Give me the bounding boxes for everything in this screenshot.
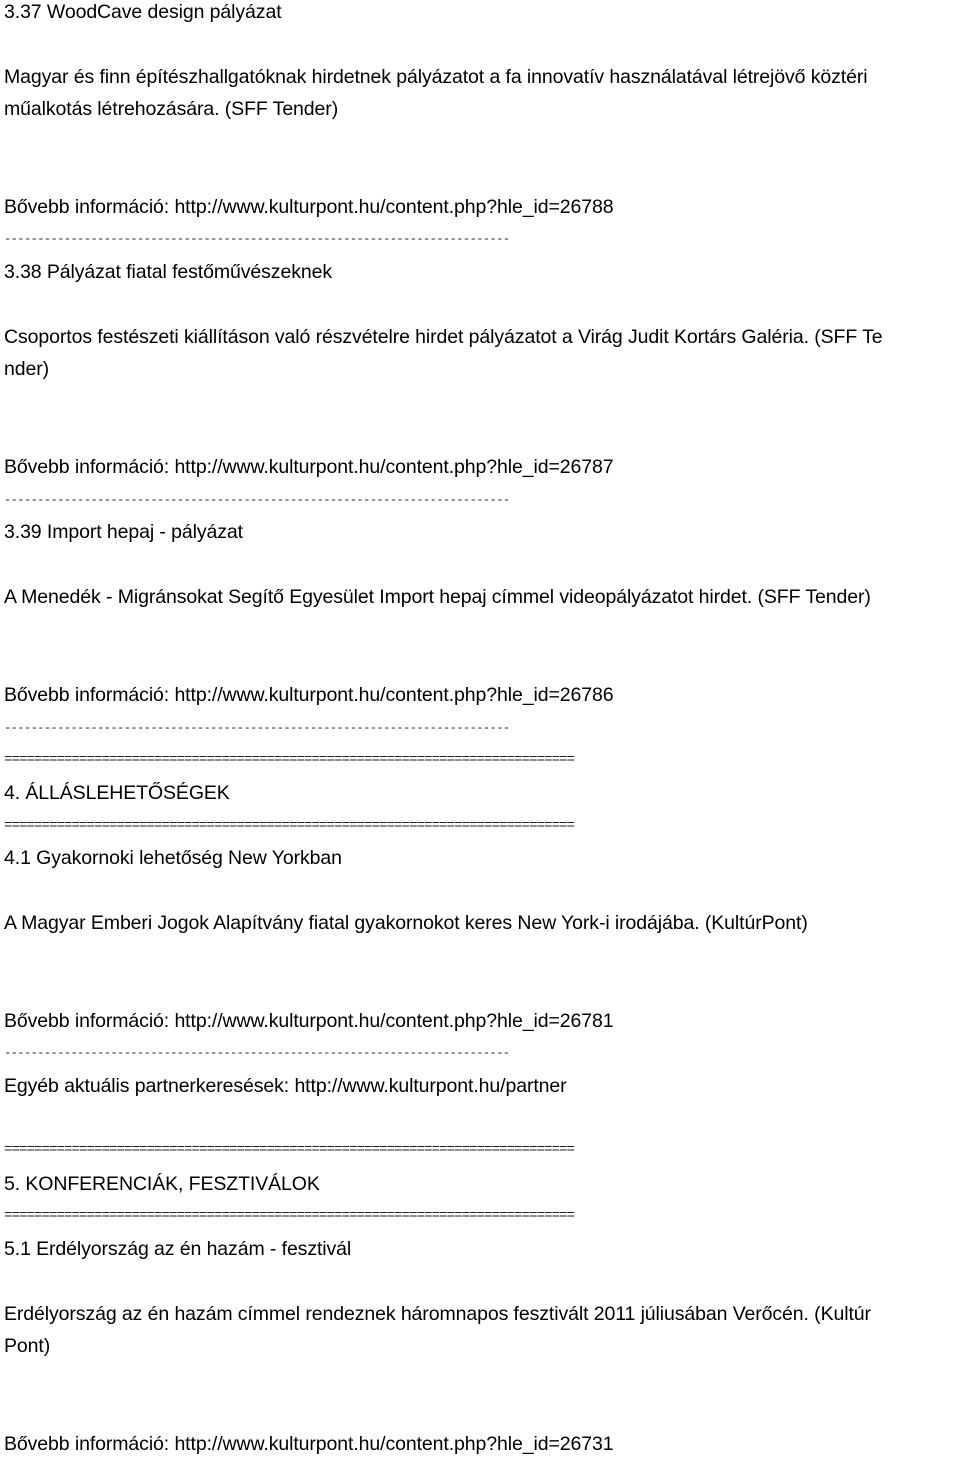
more-info-link-3-37[interactable]: Bővebb információ: http://www.kulturpont.hu/content.php?hle_id=26788 (4, 196, 614, 218)
section-body-5-1-line-1: Erdélyország az én hazám címmel rendeznek háromnapos fesztivált 2011 júliusában Verőcén. (Kultúr (4, 1303, 871, 1325)
section-body-5-1-line-2: Pont) (4, 1335, 51, 1357)
section-heading-4-1: 4.1 Gyakornoki lehetőség New Yorkban (4, 847, 342, 869)
section-body-3-38-line-2: nder) (4, 358, 50, 380)
dash-separator: ---------------------------------------------------------------------------- (4, 1046, 510, 1060)
section-heading-3-38: 3.38 Pályázat fiatal festőművészeknek (4, 261, 332, 283)
equals-separator: ============================================================================ (4, 818, 575, 834)
equals-separator: ============================================================================ (4, 752, 575, 768)
dash-separator: ---------------------------------------------------------------------------- (4, 493, 510, 507)
equals-separator: ============================================================================ (4, 1208, 575, 1224)
section-body-3-38-line-1: Csoportos festészeti kiállításon való részvételre hirdet pályázatot a Virág Judit Kortárs Galéria. (SFF Te (4, 326, 883, 348)
chapter-heading-5: 5. KONFERENCIÁK, FESZTIVÁLOK (4, 1173, 320, 1195)
section-heading-3-37: 3.37 WoodCave design pályázat (4, 1, 282, 23)
more-info-link-3-39[interactable]: Bővebb információ: http://www.kulturpont.hu/content.php?hle_id=26786 (4, 684, 614, 706)
more-info-link-3-38[interactable]: Bővebb információ: http://www.kulturpont.hu/content.php?hle_id=26787 (4, 456, 614, 478)
partner-search-link[interactable]: Egyéb aktuális partnerkeresések: http://www.kulturpont.hu/partner (4, 1075, 567, 1097)
equals-separator: ============================================================================ (4, 1142, 575, 1158)
section-heading-3-39: 3.39 Import hepaj - pályázat (4, 521, 243, 543)
chapter-heading-4: 4. ÁLLÁSLEHETŐSÉGEK (4, 782, 230, 804)
dash-separator: ---------------------------------------------------------------------------- (4, 232, 510, 246)
section-body-3-37-line-2: műalkotás létrehozására. (SFF Tender) (4, 98, 339, 120)
more-info-link-4-1[interactable]: Bővebb információ: http://www.kulturpont.hu/content.php?hle_id=26781 (4, 1010, 614, 1032)
more-info-link-5-1[interactable]: Bővebb információ: http://www.kulturpont.hu/content.php?hle_id=26731 (4, 1433, 614, 1455)
dash-separator: ---------------------------------------------------------------------------- (4, 721, 510, 735)
section-body-3-39-line-1: A Menedék - Migránsokat Segítő Egyesület Import hepaj címmel videopályázatot hirdet. (SFF Tender) (4, 586, 871, 608)
section-body-3-37-line-1: Magyar és finn építészhallgatóknak hirdetnek pályázatot a fa innovatív használatával létrejövő köztéri (4, 66, 868, 88)
section-body-4-1-line-1: A Magyar Emberi Jogok Alapítvány fiatal gyakornokot keres New York-i irodájába. (KultúrPont) (4, 912, 808, 934)
section-heading-5-1: 5.1 Erdélyország az én hazám - fesztivál (4, 1238, 352, 1260)
